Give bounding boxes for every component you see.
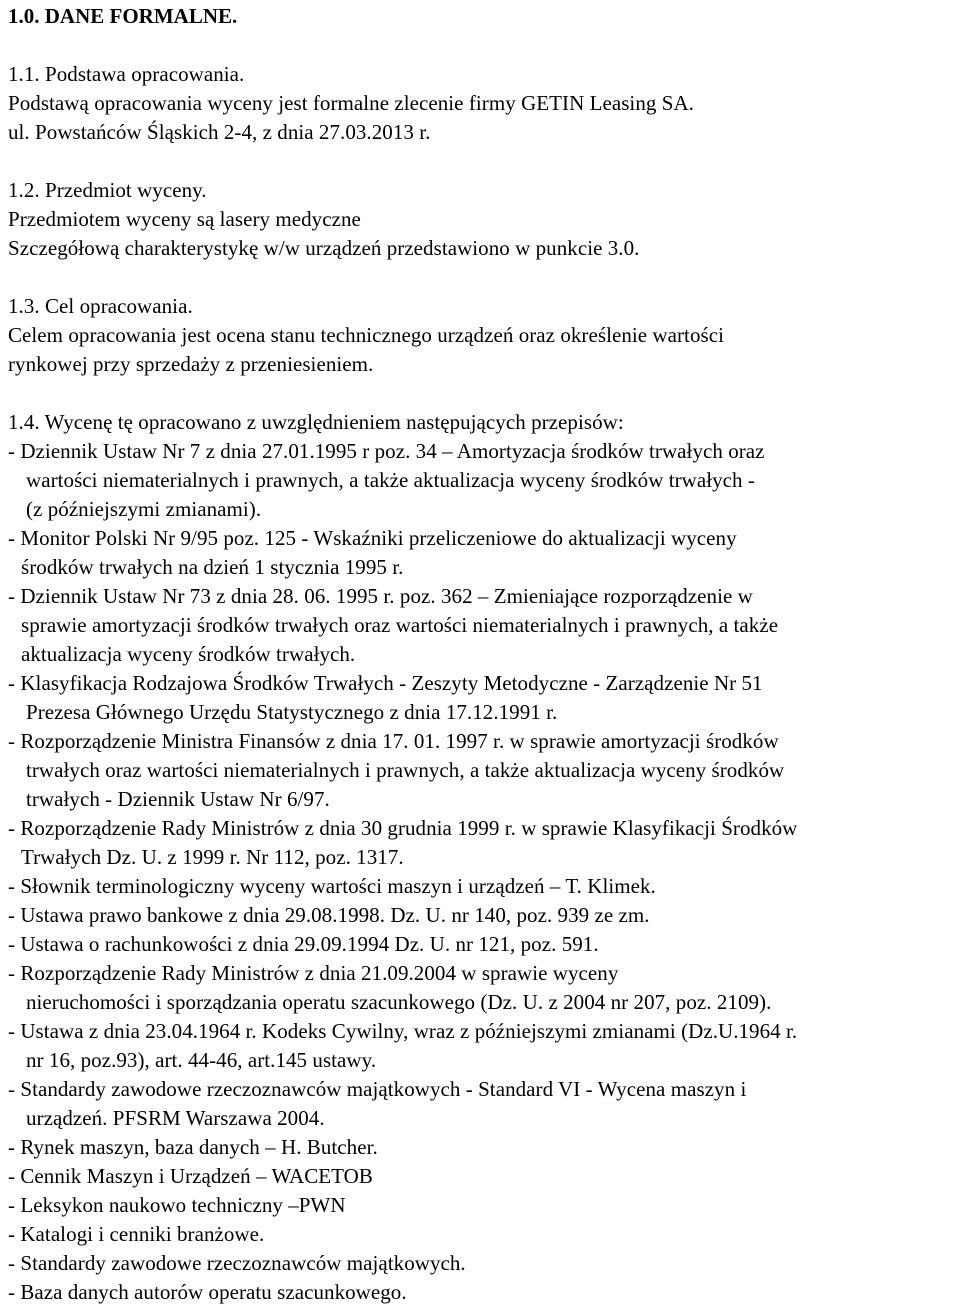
- regulation-item-continuation: nieruchomości i sporządzania operatu szacunkowego (Dz. U. z 2004 nr 207, poz. 2109).: [26, 990, 772, 1014]
- section-heading-1-2: 1.2. Przedmiot wyceny.: [8, 178, 207, 202]
- regulation-item: - Dziennik Ustaw Nr 7 z dnia 27.01.1995 r poz. 34 – Amortyzacja środków trwałych oraz: [8, 439, 765, 463]
- regulation-item: - Ustawa prawo bankowe z dnia 29.08.1998. Dz. U. nr 140, poz. 939 ze zm.: [8, 903, 650, 927]
- regulation-item: - Standardy zawodowe rzeczoznawców majątkowych.: [8, 1251, 466, 1275]
- regulation-item-continuation: Trwałych Dz. U. z 1999 r. Nr 112, poz. 1317.: [21, 845, 404, 869]
- regulation-item-continuation: aktualizacja wyceny środków trwałych.: [21, 642, 356, 666]
- regulation-item-continuation: nr 16, poz.93), art. 44-46, art.145 ustawy.: [26, 1048, 377, 1072]
- regulation-item: - Ustawa z dnia 23.04.1964 r. Kodeks Cywilny, wraz z późniejszymi zmianami (Dz.U.1964 r.: [8, 1019, 798, 1043]
- regulation-item: - Leksykon naukowo techniczny –PWN: [8, 1193, 346, 1217]
- section-heading-1-1: 1.1. Podstawa opracowania.: [8, 62, 245, 86]
- regulation-item-continuation: wartości niematerialnych i prawnych, a także aktualizacja wyceny środków trwałych -: [26, 468, 755, 492]
- regulation-item-continuation: trwałych - Dziennik Ustaw Nr 6/97.: [26, 787, 330, 811]
- spacer: [8, 379, 960, 408]
- regulation-item: - Cennik Maszyn i Urządzeń – WACETOB: [8, 1164, 373, 1188]
- spacer: [8, 263, 960, 292]
- section-text-line: ul. Powstańców Śląskich 2-4, z dnia 27.03.2013 r.: [8, 120, 431, 144]
- regulation-item-continuation: urządzeń. PFSRM Warszawa 2004.: [26, 1106, 325, 1130]
- regulation-item-continuation: trwałych oraz wartości niematerialnych i prawnych, a także aktualizacja wyceny środków: [26, 758, 785, 782]
- document-page: [0, 2, 960, 1316]
- section-text-line: Przedmiotem wyceny są lasery medyczne: [8, 207, 361, 231]
- regulation-item: - Rozporządzenie Rady Ministrów z dnia 30 grudnia 1999 r. w sprawie Klasyfikacji Środków: [8, 816, 798, 840]
- regulation-item: - Rozporządzenie Rady Ministrów z dnia 21.09.2004 w sprawie wyceny: [8, 961, 619, 985]
- section-text-line: Celem opracowania jest ocena stanu technicznego urządzeń oraz określenie wartości: [8, 323, 724, 347]
- regulation-item: - Ustawa o rachunkowości z dnia 29.09.1994 Dz. U. nr 121, poz. 591.: [8, 932, 599, 956]
- regulation-item: - Baza danych autorów operatu szacunkowego.: [8, 1280, 407, 1304]
- spacer: [8, 147, 960, 176]
- section-heading-1-4: 1.4. Wycenę tę opracowano z uwzględnieniem następujących przepisów:: [8, 410, 624, 434]
- regulation-item-continuation: środków trwałych na dzień 1 stycznia 1995 r.: [21, 555, 404, 579]
- section-text-line: Podstawą opracowania wyceny jest formalne zlecenie firmy GETIN Leasing SA.: [8, 91, 694, 115]
- regulation-item: - Standardy zawodowe rzeczoznawców majątkowych - Standard VI - Wycena maszyn i: [8, 1077, 747, 1101]
- regulation-item-continuation: Prezesa Głównego Urzędu Statystycznego z dnia 17.12.1991 r.: [26, 700, 558, 724]
- section-heading-1-3: 1.3. Cel opracowania.: [8, 294, 193, 318]
- section-text-line: Szczegółową charakterystykę w/w urządzeń przedstawiono w punkcie 3.0.: [8, 236, 640, 260]
- regulation-item: - Rozporządzenie Ministra Finansów z dnia 17. 01. 1997 r. w sprawie amortyzacji środków: [8, 729, 779, 753]
- document-title: 1.0. DANE FORMALNE.: [8, 4, 238, 28]
- regulation-item: - Monitor Polski Nr 9/95 poz. 125 - Wskaźniki przeliczeniowe do aktualizacji wyceny: [8, 526, 737, 550]
- regulation-item: - Dziennik Ustaw Nr 73 z dnia 28. 06. 1995 r. poz. 362 – Zmieniające rozporządzenie w: [8, 584, 753, 608]
- regulation-item: - Klasyfikacja Rodzajowa Środków Trwałych - Zeszyty Metodyczne - Zarządzenie Nr 51: [8, 671, 763, 695]
- regulation-item: - Katalogi i cenniki branżowe.: [8, 1222, 265, 1246]
- section-text-line: rynkowej przy sprzedaży z przeniesieniem.: [8, 352, 374, 376]
- regulation-item-continuation: (z późniejszymi zmianami).: [26, 497, 262, 521]
- spacer: [8, 31, 960, 60]
- regulation-item-continuation: sprawie amortyzacji środków trwałych oraz wartości niematerialnych i prawnych, a także: [21, 613, 779, 637]
- regulation-item: - Rynek maszyn, baza danych – H. Butcher.: [8, 1135, 378, 1159]
- regulation-item: - Słownik terminologiczny wyceny wartości maszyn i urządzeń – T. Klimek.: [8, 874, 656, 898]
